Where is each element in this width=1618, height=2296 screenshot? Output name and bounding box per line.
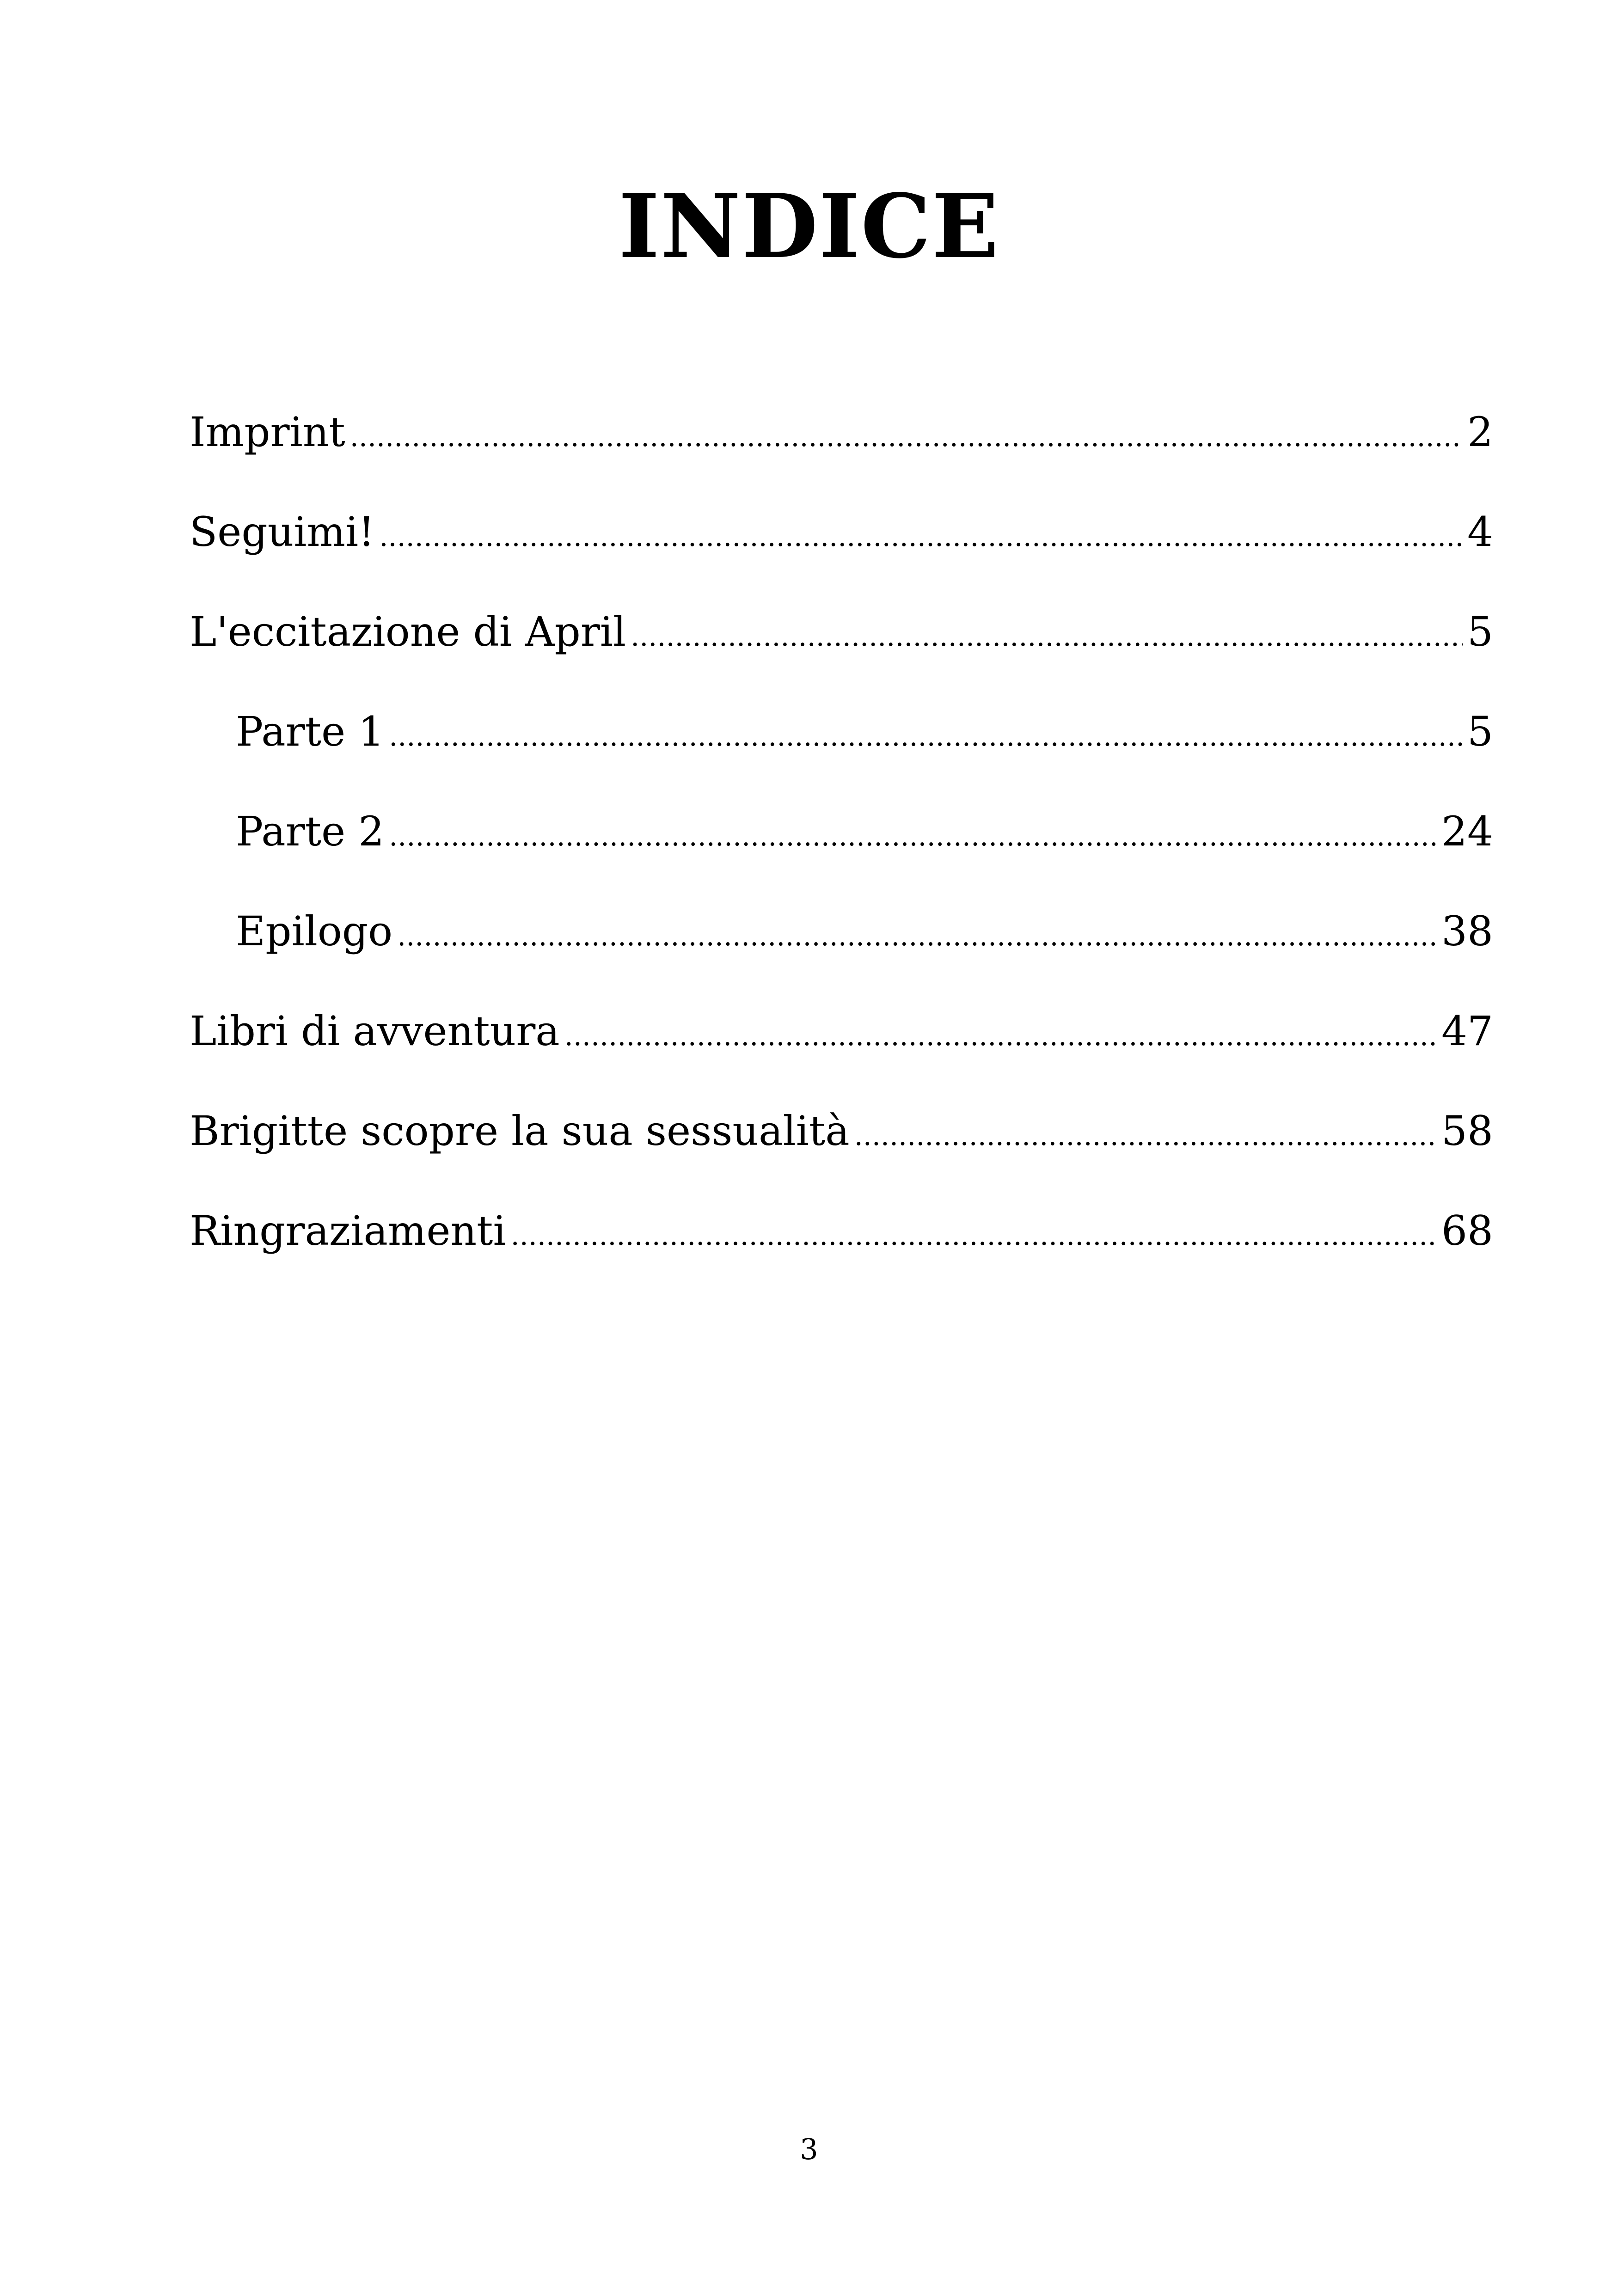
toc-entry[interactable] [190, 997, 1493, 1096]
toc-entry-label: Brigitte scopre la sua sessualità [190, 1107, 850, 1155]
toc-entry-page: 58 [1441, 1107, 1493, 1155]
toc-entry-label: Epilogo [236, 907, 393, 955]
toc-entry-page: 24 [1441, 808, 1493, 855]
toc-leader-dots [389, 697, 1463, 771]
toc-entry[interactable] [190, 1096, 1493, 1196]
toc-leader-dots [350, 398, 1463, 471]
toc-entry-label: Ringraziamenti [190, 1207, 506, 1255]
toc-entry-label: Parte 1 [236, 708, 385, 755]
toc-leader-dots [564, 997, 1437, 1071]
toc-entry[interactable] [190, 398, 1493, 497]
toc-entry-page: 5 [1467, 608, 1493, 655]
toc-leader-dots [631, 597, 1463, 671]
toc-entry-page: 47 [1441, 1007, 1493, 1055]
toc-entry-page: 5 [1467, 708, 1493, 755]
page-number: 3 [800, 2132, 818, 2166]
table-of-contents [190, 398, 1493, 1296]
toc-entry-label: Imprint [190, 408, 345, 456]
toc-entry[interactable] [190, 797, 1493, 897]
toc-leader-dots [397, 897, 1437, 971]
toc-entry[interactable] [190, 697, 1493, 797]
toc-entry-page: 4 [1467, 508, 1493, 556]
toc-entry[interactable] [190, 497, 1493, 597]
toc-entry-label: L'eccitazione di April [190, 608, 626, 655]
toc-leader-dots [379, 497, 1463, 571]
toc-leader-dots [511, 1196, 1437, 1270]
toc-entry-page: 68 [1441, 1207, 1493, 1255]
toc-leader-dots [389, 797, 1437, 871]
toc-entry[interactable] [190, 597, 1493, 697]
toc-leader-dots [854, 1096, 1437, 1170]
toc-entry-label: Seguimi! [190, 508, 375, 556]
toc-entry-label: Libri di avventura [190, 1007, 560, 1055]
toc-entry-page: 2 [1467, 408, 1493, 456]
page-title: INDICE [618, 175, 1000, 278]
toc-entry-label: Parte 2 [236, 808, 385, 855]
toc-entry[interactable] [190, 897, 1493, 997]
toc-entry-page: 38 [1441, 907, 1493, 955]
toc-entry[interactable] [190, 1196, 1493, 1296]
